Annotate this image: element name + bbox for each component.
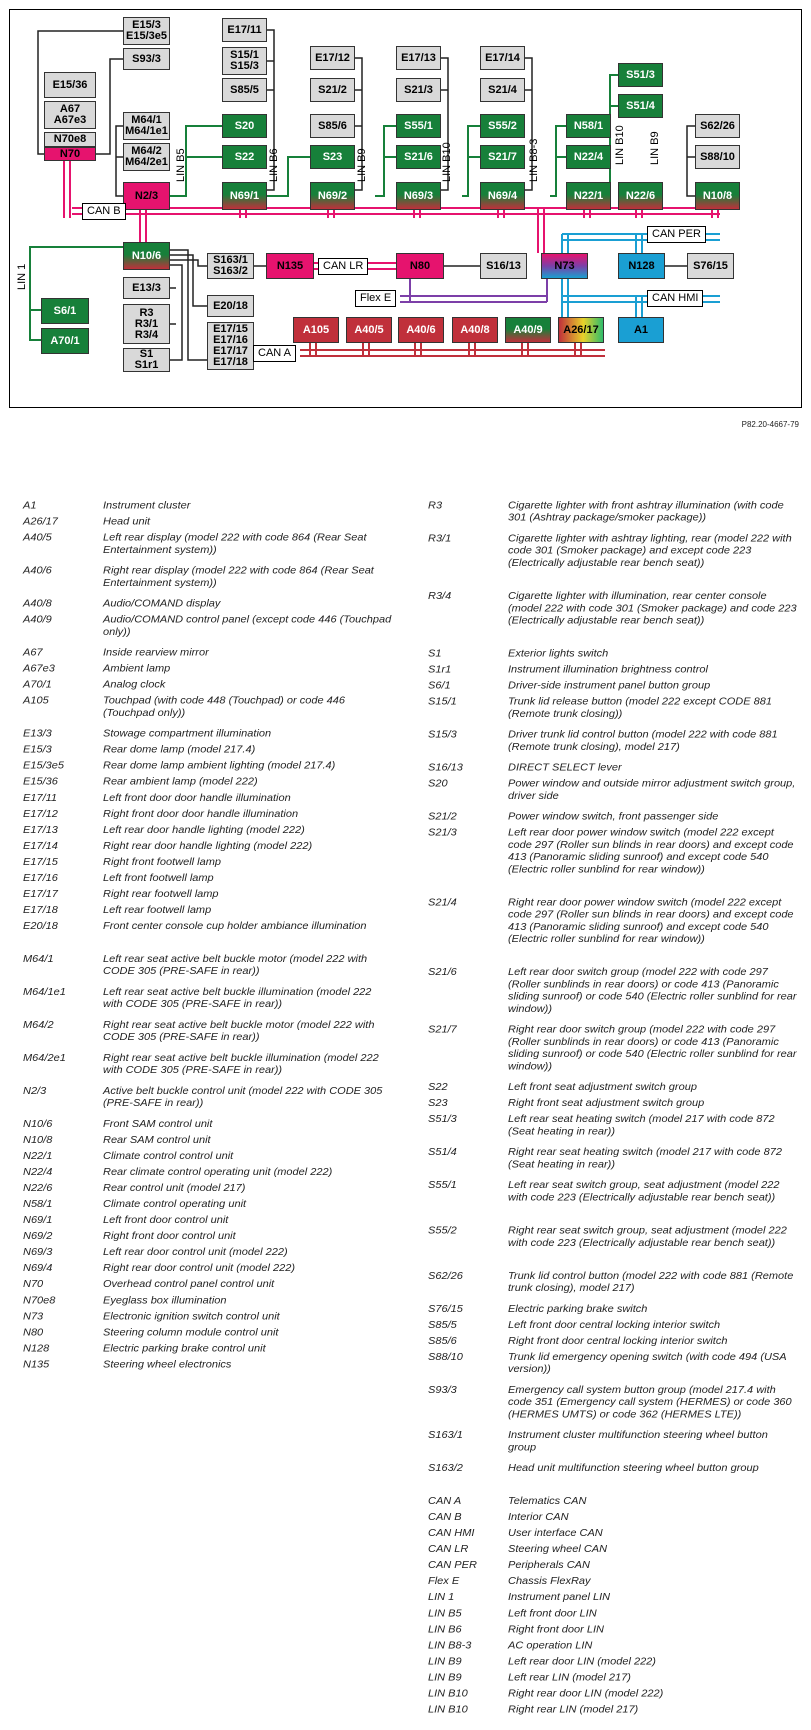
legend-description: Right rear seat active belt buckle illumination (model 222 with CODE 305 (PRE-SAFE in rear)) bbox=[103, 1052, 379, 1077]
legend-description: Right front door central locking interior switch bbox=[508, 1335, 728, 1347]
legend-description: Left rear seat switch group, seat adjustment (model 222 with code 223 (Electrically adjustable rear bench seat)) bbox=[508, 1179, 780, 1204]
component-s76-15: S76/15 bbox=[687, 253, 734, 279]
legend-code: E17/12 bbox=[23, 808, 58, 820]
legend-code: S88/10 bbox=[428, 1351, 463, 1363]
legend-description: Steering column module control unit bbox=[103, 1326, 279, 1339]
legend-description: Right rear footwell lamp bbox=[103, 888, 219, 900]
legend-description: Emergency call system button group (model 217.4 with code 351 (Emergency call system (HERMES) or code 360 (HERMES UMTS) or code 362 (HERMES LTE)) bbox=[508, 1384, 792, 1421]
legend-code: S93/3 bbox=[428, 1384, 457, 1396]
component-a1: A1 bbox=[618, 317, 664, 343]
legend-description: Cigarette lighter with front ashtray illumination (with code 301 (Ashtray package/smoker package)) bbox=[508, 500, 784, 524]
component-s21-6: S21/6 bbox=[396, 145, 441, 169]
network-diagram bbox=[9, 9, 802, 408]
lin-b10-wire bbox=[462, 126, 480, 196]
legend-description: Right rear seat active belt buckle motor (model 222 with CODE 305 (PRE-SAFE in rear)) bbox=[103, 1019, 375, 1044]
legend-description: Right front door control unit bbox=[103, 1230, 236, 1242]
legend-code: LIN B10 bbox=[428, 1687, 468, 1700]
lin-1-wire bbox=[30, 310, 41, 340]
legend-description: Driver-side instrument panel button group bbox=[508, 680, 711, 692]
legend-code: S85/6 bbox=[428, 1335, 457, 1347]
bus-label-can-hmi: CAN HMI bbox=[647, 290, 703, 307]
legend-description: Left rear display (model 222 with code 864 (Rear Seat Entertainment system)) bbox=[103, 532, 367, 556]
legend-description: Right rear display (model 222 with code 864 (Rear Seat Entertainment system)) bbox=[103, 565, 374, 589]
legend-description: Front center console cup holder ambiance illumination bbox=[103, 920, 367, 932]
legend-description: Trunk lid control button (model 222 with code 881 (Remote trunk closing), model 217) bbox=[508, 1270, 794, 1294]
legend-code: N70e8 bbox=[23, 1294, 56, 1307]
legend-code: N22/6 bbox=[23, 1182, 53, 1194]
legend-description: Right rear door LIN (model 222) bbox=[508, 1687, 664, 1700]
legend-description: User interface CAN bbox=[508, 1527, 603, 1539]
component-s55-2: S55/2 bbox=[480, 114, 525, 138]
legend-description: Head unit bbox=[103, 516, 151, 528]
legend-description: Power window switch, front passenger side bbox=[508, 811, 719, 823]
legend-code: A67 bbox=[23, 647, 43, 659]
component-s85-6: S85/6 bbox=[310, 114, 355, 138]
legend-code: S6/1 bbox=[428, 680, 451, 692]
component-e17-15: E17/15 E17/16 E17/17 E17/18 bbox=[207, 322, 254, 370]
legend-code: CAN LR bbox=[428, 1543, 469, 1555]
legend-code: E15/36 bbox=[23, 776, 58, 788]
legend-code: S15/1 bbox=[428, 696, 457, 708]
legend-code: E17/18 bbox=[23, 904, 58, 916]
legend-description: Right front door door handle illumination bbox=[103, 808, 299, 820]
lin-b9-wire bbox=[375, 126, 396, 196]
legend-code: N58/1 bbox=[23, 1198, 53, 1210]
component-m64-2: M64/2 M64/2e1 bbox=[123, 143, 170, 171]
legend-code: N22/1 bbox=[23, 1150, 53, 1162]
component-a40-6: A40/6 bbox=[398, 317, 444, 343]
legend-code: S16/13 bbox=[428, 762, 463, 774]
legend-description: Left rear seat active belt buckle motor (model 222 with CODE 305 (PRE-SAFE in rear)) bbox=[103, 953, 368, 978]
lin-label-lin-b9a: LIN B9 bbox=[356, 148, 368, 182]
component-a70-1: A70/1 bbox=[41, 328, 89, 354]
legend-description: Trunk lid release button (model 222 except CODE 881 (Remote trunk closing)) bbox=[508, 696, 772, 720]
legend-description: Power window and outside mirror adjustment switch group, driver side bbox=[508, 778, 796, 802]
component-n80: N80 bbox=[396, 253, 444, 279]
legend-code: N69/3 bbox=[23, 1246, 53, 1259]
legend-code: S163/1 bbox=[428, 1429, 463, 1441]
wire bbox=[96, 59, 123, 154]
legend-code: A40/8 bbox=[23, 598, 52, 610]
legend-code: S23 bbox=[428, 1097, 448, 1110]
legend-description: Climate control operating unit bbox=[103, 1198, 247, 1210]
component-n10-8: N10/8 bbox=[695, 182, 740, 210]
lin-label-lin-b9b: LIN B9 bbox=[649, 131, 661, 165]
wire bbox=[687, 126, 695, 196]
legend-description: Left rear door LIN (model 222) bbox=[508, 1655, 656, 1668]
legend-description: Right rear LIN (model 217) bbox=[508, 1703, 639, 1716]
legend-code: S55/2 bbox=[428, 1225, 457, 1237]
legend-code: E20/18 bbox=[23, 920, 58, 932]
legend-code: E17/17 bbox=[23, 888, 58, 900]
lin-label-lin-b5: LIN B5 bbox=[175, 148, 187, 182]
legend-code: S1r1 bbox=[428, 664, 452, 676]
legend-description: Left front door LIN bbox=[508, 1607, 597, 1620]
legend-code: E13/3 bbox=[23, 728, 52, 740]
legend-description: Touchpad (with code 448 (Touchpad) or code 446 (Touchpad only)) bbox=[103, 695, 345, 719]
legend-code: E17/14 bbox=[23, 840, 58, 852]
legend-code: LIN B8-3 bbox=[428, 1639, 472, 1652]
legend-description: Rear dome lamp ambient lighting (model 217.4) bbox=[103, 760, 336, 772]
legend-description: Chassis FlexRay bbox=[508, 1575, 591, 1588]
legend-description: Right rear door power window switch (model 222 except code 297 (Roller sun blinds in rear doors) and except code 413 (Panoramic sliding sunroof) and except code 540 (Electric roller sunblind for rear window)) bbox=[508, 896, 794, 946]
legend-description: Exterior lights switch bbox=[508, 648, 609, 660]
bus-label-can-a: CAN A bbox=[253, 345, 296, 362]
legend-description: Instrument cluster multifunction steering wheel button group bbox=[508, 1429, 768, 1454]
component-s62-26: S62/26 bbox=[695, 114, 740, 138]
component-n69-1: N69/1 bbox=[222, 182, 267, 210]
lin-b8-3-wire bbox=[550, 126, 566, 196]
legend-code: E17/15 bbox=[23, 856, 58, 868]
component-s21-4: S21/4 bbox=[480, 78, 525, 102]
legend-code: S21/2 bbox=[428, 811, 457, 823]
legend-description: Driver trunk lid control button (model 222 with code 881 (Remote trunk closing), model 217) bbox=[508, 729, 778, 753]
component-a40-5: A40/5 bbox=[346, 317, 392, 343]
legend-description: Steering wheel CAN bbox=[508, 1543, 608, 1555]
component-e17-13: E17/13 bbox=[396, 46, 441, 70]
legend-code: Flex E bbox=[428, 1575, 460, 1588]
legend-code: S21/7 bbox=[428, 1024, 457, 1036]
component-s88-10: S88/10 bbox=[695, 145, 740, 169]
legend-description: Left rear door control unit (model 222) bbox=[103, 1246, 288, 1259]
legend-code: CAN HMI bbox=[428, 1527, 475, 1539]
component-a26-17: A26/17 bbox=[558, 317, 604, 343]
legend-description: Right front seat adjustment switch group bbox=[508, 1097, 705, 1110]
component-s21-2: S21/2 bbox=[310, 78, 355, 102]
legend-code: S21/6 bbox=[428, 966, 457, 978]
component-n10-6: N10/6 bbox=[123, 242, 170, 270]
legend-description: Inside rearview mirror bbox=[103, 647, 209, 659]
component-s21-7: S21/7 bbox=[480, 145, 525, 169]
legend-code: A40/5 bbox=[23, 532, 52, 544]
legend-code: E17/11 bbox=[23, 792, 58, 804]
legend-description: Right rear door switch group (model 222 with code 297 (Roller sunblinds in rear doors) or code 413 (Panoramic sliding sunroof) or code 540 (Electric roller sunblind for rear window)) bbox=[508, 1024, 797, 1073]
legend-code: N69/2 bbox=[23, 1230, 53, 1242]
legend-description: Left front door door handle illumination bbox=[103, 792, 291, 804]
legend-description: Right front door LIN bbox=[508, 1623, 604, 1636]
legend-description: Front SAM control unit bbox=[103, 1118, 213, 1130]
legend-code: S1 bbox=[428, 648, 442, 660]
legend-description: Audio/COMAND display bbox=[103, 598, 221, 610]
legend-description: Rear ambient lamp (model 222) bbox=[103, 776, 258, 788]
component-n73: N73 bbox=[541, 253, 588, 279]
legend-code: N69/1 bbox=[23, 1214, 53, 1226]
component-n58-1: N58/1 bbox=[566, 114, 611, 138]
lin-label-lin1: LIN 1 bbox=[16, 263, 28, 290]
legend-description: Cigarette lighter with illumination, rear center console (model 222 with code 301 (Smoker package) and code 223 (Electrically adjustable rear bench seat)) bbox=[508, 590, 797, 627]
legend-code: N73 bbox=[23, 1310, 44, 1323]
legend-description: Overhead control panel control unit bbox=[103, 1278, 275, 1291]
bus-label-can-per: CAN PER bbox=[647, 226, 706, 243]
component-s85-5: S85/5 bbox=[222, 78, 267, 102]
lin-label-lin-b10a: LIN B10 bbox=[441, 142, 453, 182]
legend-description: Left rear seat active belt buckle illumination (model 222 with CODE 305 (PRE-SAFE in rear)) bbox=[103, 986, 372, 1011]
component-n70e8: N70e8 bbox=[44, 132, 96, 147]
legend-description: Ambient lamp bbox=[103, 663, 171, 675]
bus-label-can-b: CAN B bbox=[82, 203, 126, 220]
legend-description: Left rear door power window switch (model 222 except code 297 (Roller sun blinds in rear doors) and except code 413 (Panoramic sliding sunroof) and except code 540 (Electric roller sunblind for rear window)) bbox=[508, 827, 794, 876]
legend-code: E15/3e5 bbox=[23, 760, 64, 772]
legend-code: S15/3 bbox=[428, 729, 457, 741]
lin-label-lin-b10b: LIN B10 bbox=[614, 125, 626, 165]
legend-code: N2/3 bbox=[23, 1085, 47, 1097]
component-s93-3: S93/3 bbox=[123, 48, 170, 70]
legend-code: LIN B5 bbox=[428, 1607, 462, 1620]
legend-code: M64/2 bbox=[23, 1019, 54, 1031]
legend-code: N128 bbox=[23, 1342, 50, 1355]
component-s20: S20 bbox=[222, 114, 267, 138]
component-a67: A67 A67e3 bbox=[44, 101, 96, 129]
bus-label-can-lr: CAN LR bbox=[318, 258, 368, 275]
legend-description: Electronic ignition switch control unit bbox=[103, 1310, 280, 1323]
component-n69-4: N69/4 bbox=[480, 182, 525, 210]
legend-description: Eyeglass box illumination bbox=[103, 1294, 227, 1307]
component-s51-4: S51/4 bbox=[618, 94, 663, 118]
component-n135: N135 bbox=[266, 253, 314, 279]
legend-code: N135 bbox=[23, 1358, 50, 1371]
legend-code: M64/2e1 bbox=[23, 1052, 66, 1064]
legend-description: Right rear door control unit (model 222) bbox=[103, 1262, 295, 1275]
legend-code: N70 bbox=[23, 1278, 44, 1291]
legend-description: Analog clock bbox=[103, 679, 166, 691]
component-e15-36: E15/36 bbox=[44, 72, 96, 98]
legend-code: S22 bbox=[428, 1081, 448, 1094]
legend-description: Electric parking brake control unit bbox=[103, 1342, 266, 1355]
legend-description: Right front footwell lamp bbox=[103, 856, 221, 868]
legend-description: Active belt buckle control unit (model 222 with CODE 305 (PRE-SAFE in rear)) bbox=[103, 1085, 383, 1110]
legend-description: Telematics CAN bbox=[508, 1495, 587, 1507]
component-s15: S15/1 S15/3 bbox=[222, 47, 267, 75]
lin-label-lin-b8-3: LIN B8-3 bbox=[528, 138, 540, 182]
wire bbox=[170, 265, 182, 360]
legend-description: Rear SAM control unit bbox=[103, 1134, 211, 1146]
legend-description: Head unit multifunction steering wheel button group bbox=[508, 1462, 759, 1474]
legend-code: CAN B bbox=[428, 1511, 462, 1523]
legend-code: S51/4 bbox=[428, 1146, 457, 1159]
legend-description: Instrument illumination brightness control bbox=[508, 664, 708, 676]
legend-description: Left front door central locking interior switch bbox=[508, 1319, 721, 1331]
legend-description: Right rear seat switch group, seat adjustment (model 222 with code 223 (Electrically adjustable rear bench seat)) bbox=[508, 1225, 787, 1249]
legend-description: Instrument panel LIN bbox=[508, 1591, 611, 1604]
legend-code: S163/2 bbox=[428, 1462, 463, 1474]
legend-code: CAN A bbox=[428, 1495, 462, 1507]
component-e17-12: E17/12 bbox=[310, 46, 355, 70]
legend-description: Left rear footwell lamp bbox=[103, 904, 212, 916]
legend-description: Rear control unit (model 217) bbox=[103, 1182, 246, 1194]
legend-code: A40/6 bbox=[23, 565, 52, 577]
bus-label-flex-e: Flex E bbox=[355, 290, 396, 307]
component-e17-14: E17/14 bbox=[480, 46, 525, 70]
component-s23: S23 bbox=[310, 145, 355, 169]
legend-code: E17/13 bbox=[23, 824, 58, 836]
legend-code: A40/9 bbox=[23, 614, 52, 626]
component-s51-3: S51/3 bbox=[618, 63, 663, 87]
legend-code: S55/1 bbox=[428, 1179, 457, 1192]
legend-description: Left front seat adjustment switch group bbox=[508, 1081, 697, 1094]
legend-description: Trunk lid emergency opening switch (with code 494 (USA version)) bbox=[508, 1351, 787, 1375]
lin-label-lin-b6: LIN B6 bbox=[268, 148, 280, 182]
component-e15-3: E15/3 E15/3e5 bbox=[123, 17, 170, 45]
component-e17-11: E17/11 bbox=[222, 18, 267, 42]
component-n69-3: N69/3 bbox=[396, 182, 441, 210]
component-n69-2: N69/2 bbox=[310, 182, 355, 210]
legend-code: LIN B9 bbox=[428, 1671, 462, 1684]
legend-description: Left rear seat heating switch (model 217 with code 872 (Seat heating in rear)) bbox=[508, 1113, 775, 1138]
component-r3: R3 R3/1 R3/4 bbox=[123, 304, 170, 344]
legend-code: LIN B9 bbox=[428, 1655, 462, 1668]
component-n128: N128 bbox=[618, 253, 665, 279]
legend-code: A105 bbox=[23, 695, 49, 707]
legend-code: N69/4 bbox=[23, 1262, 53, 1275]
figure-reference: P82.20-4667-79 bbox=[741, 420, 799, 429]
component-s6-1: S6/1 bbox=[41, 298, 89, 324]
component-s55-1: S55/1 bbox=[396, 114, 441, 138]
legend-code: R3/1 bbox=[428, 532, 452, 545]
component-m64-1: M64/1 M64/1e1 bbox=[123, 112, 170, 140]
legend-code: S20 bbox=[428, 778, 448, 790]
legend-description: Left rear LIN (model 217) bbox=[508, 1671, 631, 1684]
legend-code: S85/5 bbox=[428, 1319, 457, 1331]
legend-code: LIN B6 bbox=[428, 1623, 462, 1636]
component-n70: N70 bbox=[44, 147, 96, 161]
legend-description: Climate control control unit bbox=[103, 1150, 234, 1162]
legend-code: LIN 1 bbox=[428, 1591, 455, 1604]
legend-description: Interior CAN bbox=[508, 1511, 569, 1523]
component-s21-3: S21/3 bbox=[396, 78, 441, 102]
legend-description: Peripherals CAN bbox=[508, 1559, 590, 1572]
legend-description: Instrument cluster bbox=[103, 500, 191, 512]
legend-code: LIN B10 bbox=[428, 1703, 468, 1716]
legend-code: N10/8 bbox=[23, 1134, 53, 1146]
legend-code: CAN PER bbox=[428, 1559, 477, 1572]
component-n2-3: N2/3 bbox=[123, 182, 170, 210]
component-e13-3: E13/3 bbox=[123, 277, 170, 299]
legend-description: DIRECT SELECT lever bbox=[508, 762, 622, 774]
component-n22-4: N22/4 bbox=[566, 145, 611, 169]
legend-description: Stowage compartment illumination bbox=[103, 728, 272, 740]
legend-code: R3/4 bbox=[428, 590, 452, 602]
legend-code: S76/15 bbox=[428, 1303, 463, 1315]
legend-description: AC operation LIN bbox=[508, 1639, 593, 1652]
legend-description: Left front door control unit bbox=[103, 1214, 229, 1226]
legend-description: Cigarette lighter with ashtray lighting, rear (model 222 with code 301 (Smoker package) and except code 223 (Electrically adjustable rear bench seat)) bbox=[508, 532, 792, 569]
component-a105: A105 bbox=[293, 317, 339, 343]
legend-code: A70/1 bbox=[23, 679, 52, 691]
component-s1: S1 S1r1 bbox=[123, 348, 170, 372]
legend-description: Electric parking brake switch bbox=[508, 1303, 648, 1315]
legend-code: N22/4 bbox=[23, 1166, 53, 1178]
wire bbox=[116, 126, 123, 196]
legend-description: Right rear seat heating switch (model 217 with code 872 (Seat heating in rear)) bbox=[508, 1146, 782, 1171]
legend-description: Right rear door handle lighting (model 222) bbox=[103, 840, 313, 852]
legend-code: S21/3 bbox=[428, 827, 457, 839]
legend-description: Left front footwell lamp bbox=[103, 872, 214, 884]
legend-code: M64/1 bbox=[23, 953, 54, 965]
component-a40-8: A40/8 bbox=[452, 317, 498, 343]
legend-code: N10/6 bbox=[23, 1118, 53, 1130]
component-n22-1: N22/1 bbox=[566, 182, 611, 210]
legend-code: S21/4 bbox=[428, 896, 457, 909]
legend-code: N80 bbox=[23, 1326, 44, 1339]
legend-code: A1 bbox=[23, 500, 37, 512]
legend-code: M64/1e1 bbox=[23, 986, 66, 998]
legend-description: Left rear door handle lighting (model 222) bbox=[103, 824, 305, 836]
legend-code: A26/17 bbox=[23, 516, 58, 528]
component-s22: S22 bbox=[222, 145, 267, 169]
legend-description: Audio/COMAND control panel (except code 446 (Touchpad only)) bbox=[103, 614, 392, 638]
legend-code: S51/3 bbox=[428, 1113, 457, 1126]
legend-code: E15/3 bbox=[23, 744, 52, 756]
legend-description: Rear climate control operating unit (model 222) bbox=[103, 1166, 333, 1178]
legend-code: R3 bbox=[428, 500, 443, 512]
component-e20-18: E20/18 bbox=[207, 295, 254, 317]
legend-description: Left rear door switch group (model 222 with code 297 (Roller sunblinds in rear doors) or code 413 (Panoramic sliding sunroof) or code 540 (Electric roller sunblind for rear window)) bbox=[508, 966, 797, 1015]
component-s163: S163/1 S163/2 bbox=[207, 253, 254, 279]
component-a40-9: A40/9 bbox=[505, 317, 551, 343]
component-n22-6: N22/6 bbox=[618, 182, 663, 210]
legend-description: Rear dome lamp (model 217.4) bbox=[103, 744, 256, 756]
legend-description: Steering wheel electronics bbox=[103, 1358, 232, 1371]
legend-code: E17/16 bbox=[23, 872, 58, 884]
legend-code: S62/26 bbox=[428, 1270, 463, 1282]
legend-code: A67e3 bbox=[23, 663, 55, 675]
component-s16-13: S16/13 bbox=[480, 253, 527, 279]
